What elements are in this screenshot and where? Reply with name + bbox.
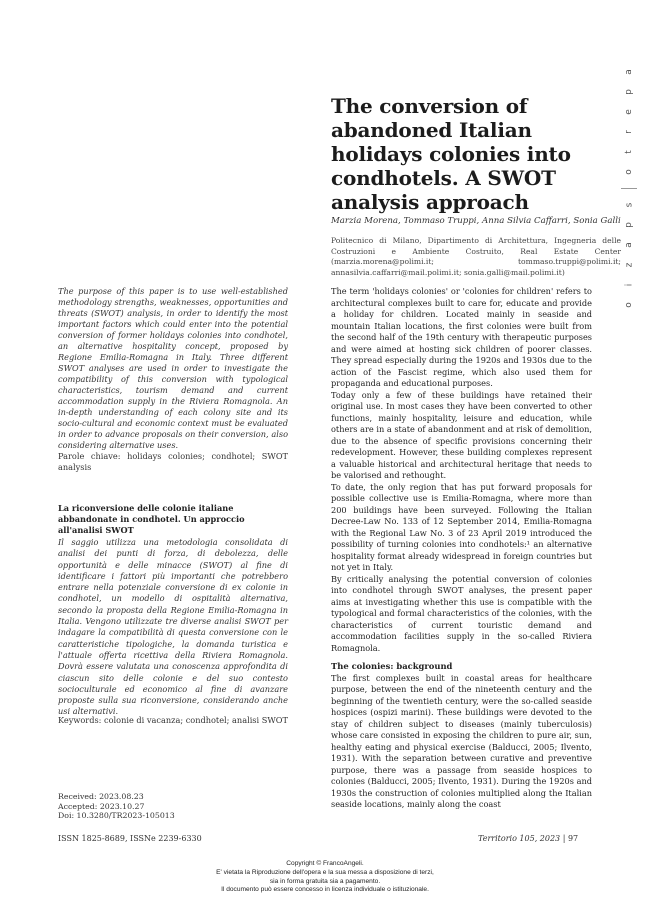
- section-letter: p: [624, 222, 634, 228]
- copyright-line: Copyright © FrancoAngeli.: [286, 860, 364, 867]
- body-text: [331, 286, 592, 811]
- body-paragraph: The first complexes built in coastal areas for healthcare purpose, between the end of the nineteenth century and the beginning of the twentieth century, were the so-called seaside hospices (ospizi marini). These buildings were devoted to the stay of children subject to diseases (mainly tuberculosis) whose care consisted in exposing the children to pure air, sun, healthy eating and physical exercise (Balducci, 2005; Ilvento, 1931). With the separation between curative and preventive purpose, there was a passage from seaside hospices to colonies (Balducci, 2005; Ilvento, 1931). During the 1920s and 1930s the construction of colonies multiplied along the Italian seaside locations, mainly along the coast: [331, 672, 592, 809]
- article-dates: [58, 792, 288, 821]
- italian-title: La riconversione delle colonie italiane abbandonate in condhotel. Un approccio all'analisi SWOT: [58, 503, 245, 535]
- body-paragraph: To date, the only region that has put forward proposals for possible collective use is Emilia-Romagna, where more than 200 buildings have been surveyed. Following the Italian Decree-Law No. 133 of 12 September 2014, Emilia-Romagna with the Regional Law No. 3 of 23 April 2019 introduced the possibility of turning colonies into condhotels:¹ an alternative hospitality format already widespread in foreign countries but not yet in Italy.: [331, 481, 592, 572]
- section-word-aperto: [618, 62, 640, 182]
- author-affiliation: Politecnico di Milano, Dipartimento di Architettura, Ingegneria delle Costruzioni e Ambiente Costruito, Real Estate Center (marzia.morena@polimi.it; tommaso.truppi@polimi.it; annasilvia.caffarri@mail.polimi.it; sonia.galli@mail.polimi.it): [331, 236, 621, 277]
- article-authors: Marzia Morena, Tommaso Truppi, Anna Silvia Caffarri, Sonia Galli: [331, 216, 621, 226]
- section-letter: r: [623, 130, 634, 134]
- footer-issn: ISSN 1825-8689, ISSNe 2239-6330: [58, 834, 202, 843]
- section-letter: i: [623, 283, 634, 287]
- section-word-spazio: [618, 195, 640, 315]
- section-letter: o: [623, 302, 634, 308]
- section-tab: [618, 62, 640, 315]
- section-letter: s: [623, 202, 634, 208]
- accepted-date: Accepted: 2023.10.27: [58, 801, 145, 811]
- copyright-line: Il documento può essere concesso in licenza individuale o istituzionale.: [221, 886, 429, 894]
- abstract-italian: Il saggio utilizza una metodologia consolidata di analisi dei punti di forza, di debolezza, delle opportunità e delle minacce (SWOT) al fine di identificare i fattori più importanti che potrebbero entrare nella potenziale conversione di ex colonie in condhotel, un modello di ospitalità alternativa, secondo la proposta della Regione Emilia-Romagna in Italia. Vengono utilizzate tre diverse analisi SWOT per indagare la compatibilità di questa conversione con le caratteristiche tipologiche, la domanda turistica e l'attuale offerta ricettiva della Riviera Romagnola. Dovrà essere valutata una conoscenza approfondita di ciascun sito delle colonie e del suo contesto socioculturale ed economico al fine di avanzare proposte sulla sua riconversione, considerando anche usi alternativi.: [58, 537, 288, 717]
- body-paragraph: By critically analysing the potential conversion of colonies into condhotel through SWOT analyses, the present paper aims at investigating whether this use is compatible with the typological and formal characteristics of the colonies, with the characteristics of current touristic demand and accommodation facilities supply in the so-called Riviera Romagnola.: [331, 573, 592, 653]
- copyright-line: sia in forma gratuita sia a pagamento.: [269, 877, 381, 885]
- section-letter: z: [623, 262, 634, 268]
- section-letter: o: [623, 169, 634, 175]
- section-letter: t: [624, 150, 634, 154]
- section-divider: [621, 188, 637, 189]
- section-letter: e: [623, 109, 634, 115]
- footer-journal-page: [478, 834, 578, 843]
- abstract-en-text: The purpose of this paper is to use well-established methodology strengths, weaknesses, opportunities and threats (SWOT) analysis, in order to identify the most important factors which could enter into the potential conversion of former holidays colonies into condhotel, an alternative hospitality concept, proposed by Regione Emilia-Romagna in Italy. Three different SWOT analyses are used in order to investigate the compatibility of this conversion with typological characteristics, tourism demand and current accommodation supply in the Riviera Romagnola. An in-depth understanding of each colony site and its socio-cultural and economic context must be evaluated in order to advance proposals on their conversion, also considering alternative uses.: [58, 286, 288, 450]
- section-letter: a: [623, 69, 634, 75]
- journal-name: Territorio 105, 2023: [478, 834, 561, 843]
- copyright-line: E' vietata la Riproduzione dell'opera e la sua messa a disposizione di terzi,: [216, 868, 434, 876]
- section-heading: The colonies: background: [331, 661, 453, 671]
- keywords-it: Keywords: colonie di vacanza; condhotel; analisi SWOT: [58, 715, 288, 725]
- section-letter: p: [624, 89, 634, 95]
- section-letter: a: [623, 242, 634, 248]
- copyright-notice: [0, 860, 650, 895]
- keywords-en: Parole chiave: holidays colonies; condhotel; SWOT analysis: [58, 451, 288, 472]
- footer-separator: |: [562, 834, 566, 843]
- page-number: 97: [567, 834, 579, 843]
- body-paragraph: The term 'holidays colonies' or 'colonies for children' refers to architectural complexes built to care for, educate and provide a holiday for children. Located mainly in seaside and mountain Italian locations, the first colonies were built from the second half of the 19th century with therapeutic purposes and were aimed at hosting sick children of poorer classes. They spread especially during the 1920s and 1930s due to the action of the Fascist regime, which also used them for propaganda and educational purposes.: [331, 286, 592, 388]
- abstract-english: [58, 286, 288, 473]
- body-paragraph: Today only a few of these buildings have retained their original use. In most cases they have been converted to other functions, mainly hospitality, leisure and education, while others are in a state of abandonment and at risk of demolition, due to the absence of specific provisions concerning their redevelopment. However, these building complexes represent a valuable historical and architectural heritage that needs to be valorised and rethought.: [331, 389, 592, 480]
- doi: Doi: 10.3280/TR2023-105013: [58, 811, 175, 821]
- received-date: Received: 2023.08.23: [58, 792, 144, 801]
- article-title: The conversion of abandoned Italian holidays colonies into condhotels. A SWOT analysis approach: [331, 94, 571, 214]
